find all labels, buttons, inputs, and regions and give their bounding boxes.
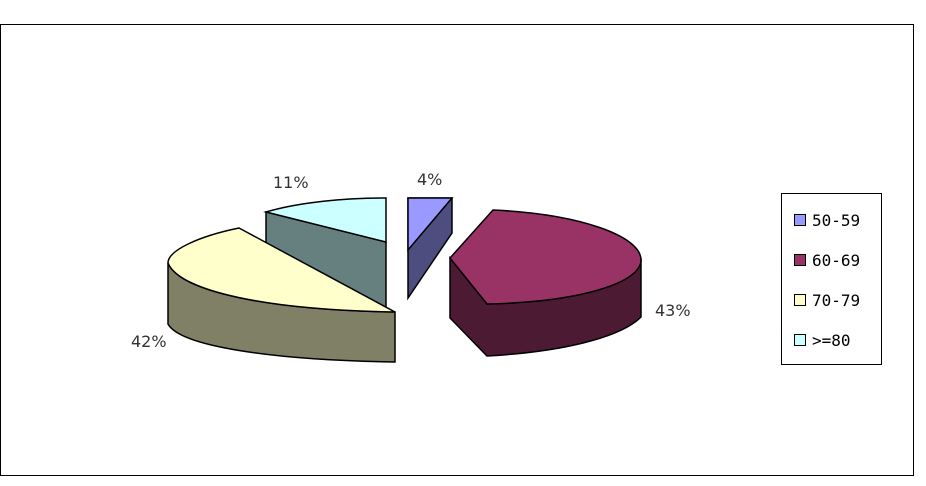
- legend-label-70-79: 70-79: [812, 290, 861, 310]
- legend-item-70-79: [794, 290, 860, 310]
- legend-label-50-59: 50-59: [812, 210, 861, 230]
- legend-label->=80: >=80: [812, 330, 851, 350]
- legend-swatch-70-79: [794, 294, 806, 306]
- legend-swatch->=80: [794, 334, 806, 346]
- pct-label-60-69: 43%: [655, 301, 691, 320]
- legend-swatch-60-69: [794, 254, 806, 266]
- pct-label-70-79: 42%: [131, 332, 167, 351]
- legend-swatch-50-59: [794, 214, 806, 226]
- pct-label-50-59: 4%: [417, 170, 443, 189]
- legend-item->=80: [794, 330, 851, 350]
- legend-label-60-69: 60-69: [812, 250, 861, 270]
- legend-item-50-59: [794, 210, 860, 230]
- pct-label->=80: 11%: [273, 173, 309, 192]
- legend: [781, 193, 882, 365]
- legend-item-60-69: [794, 250, 860, 270]
